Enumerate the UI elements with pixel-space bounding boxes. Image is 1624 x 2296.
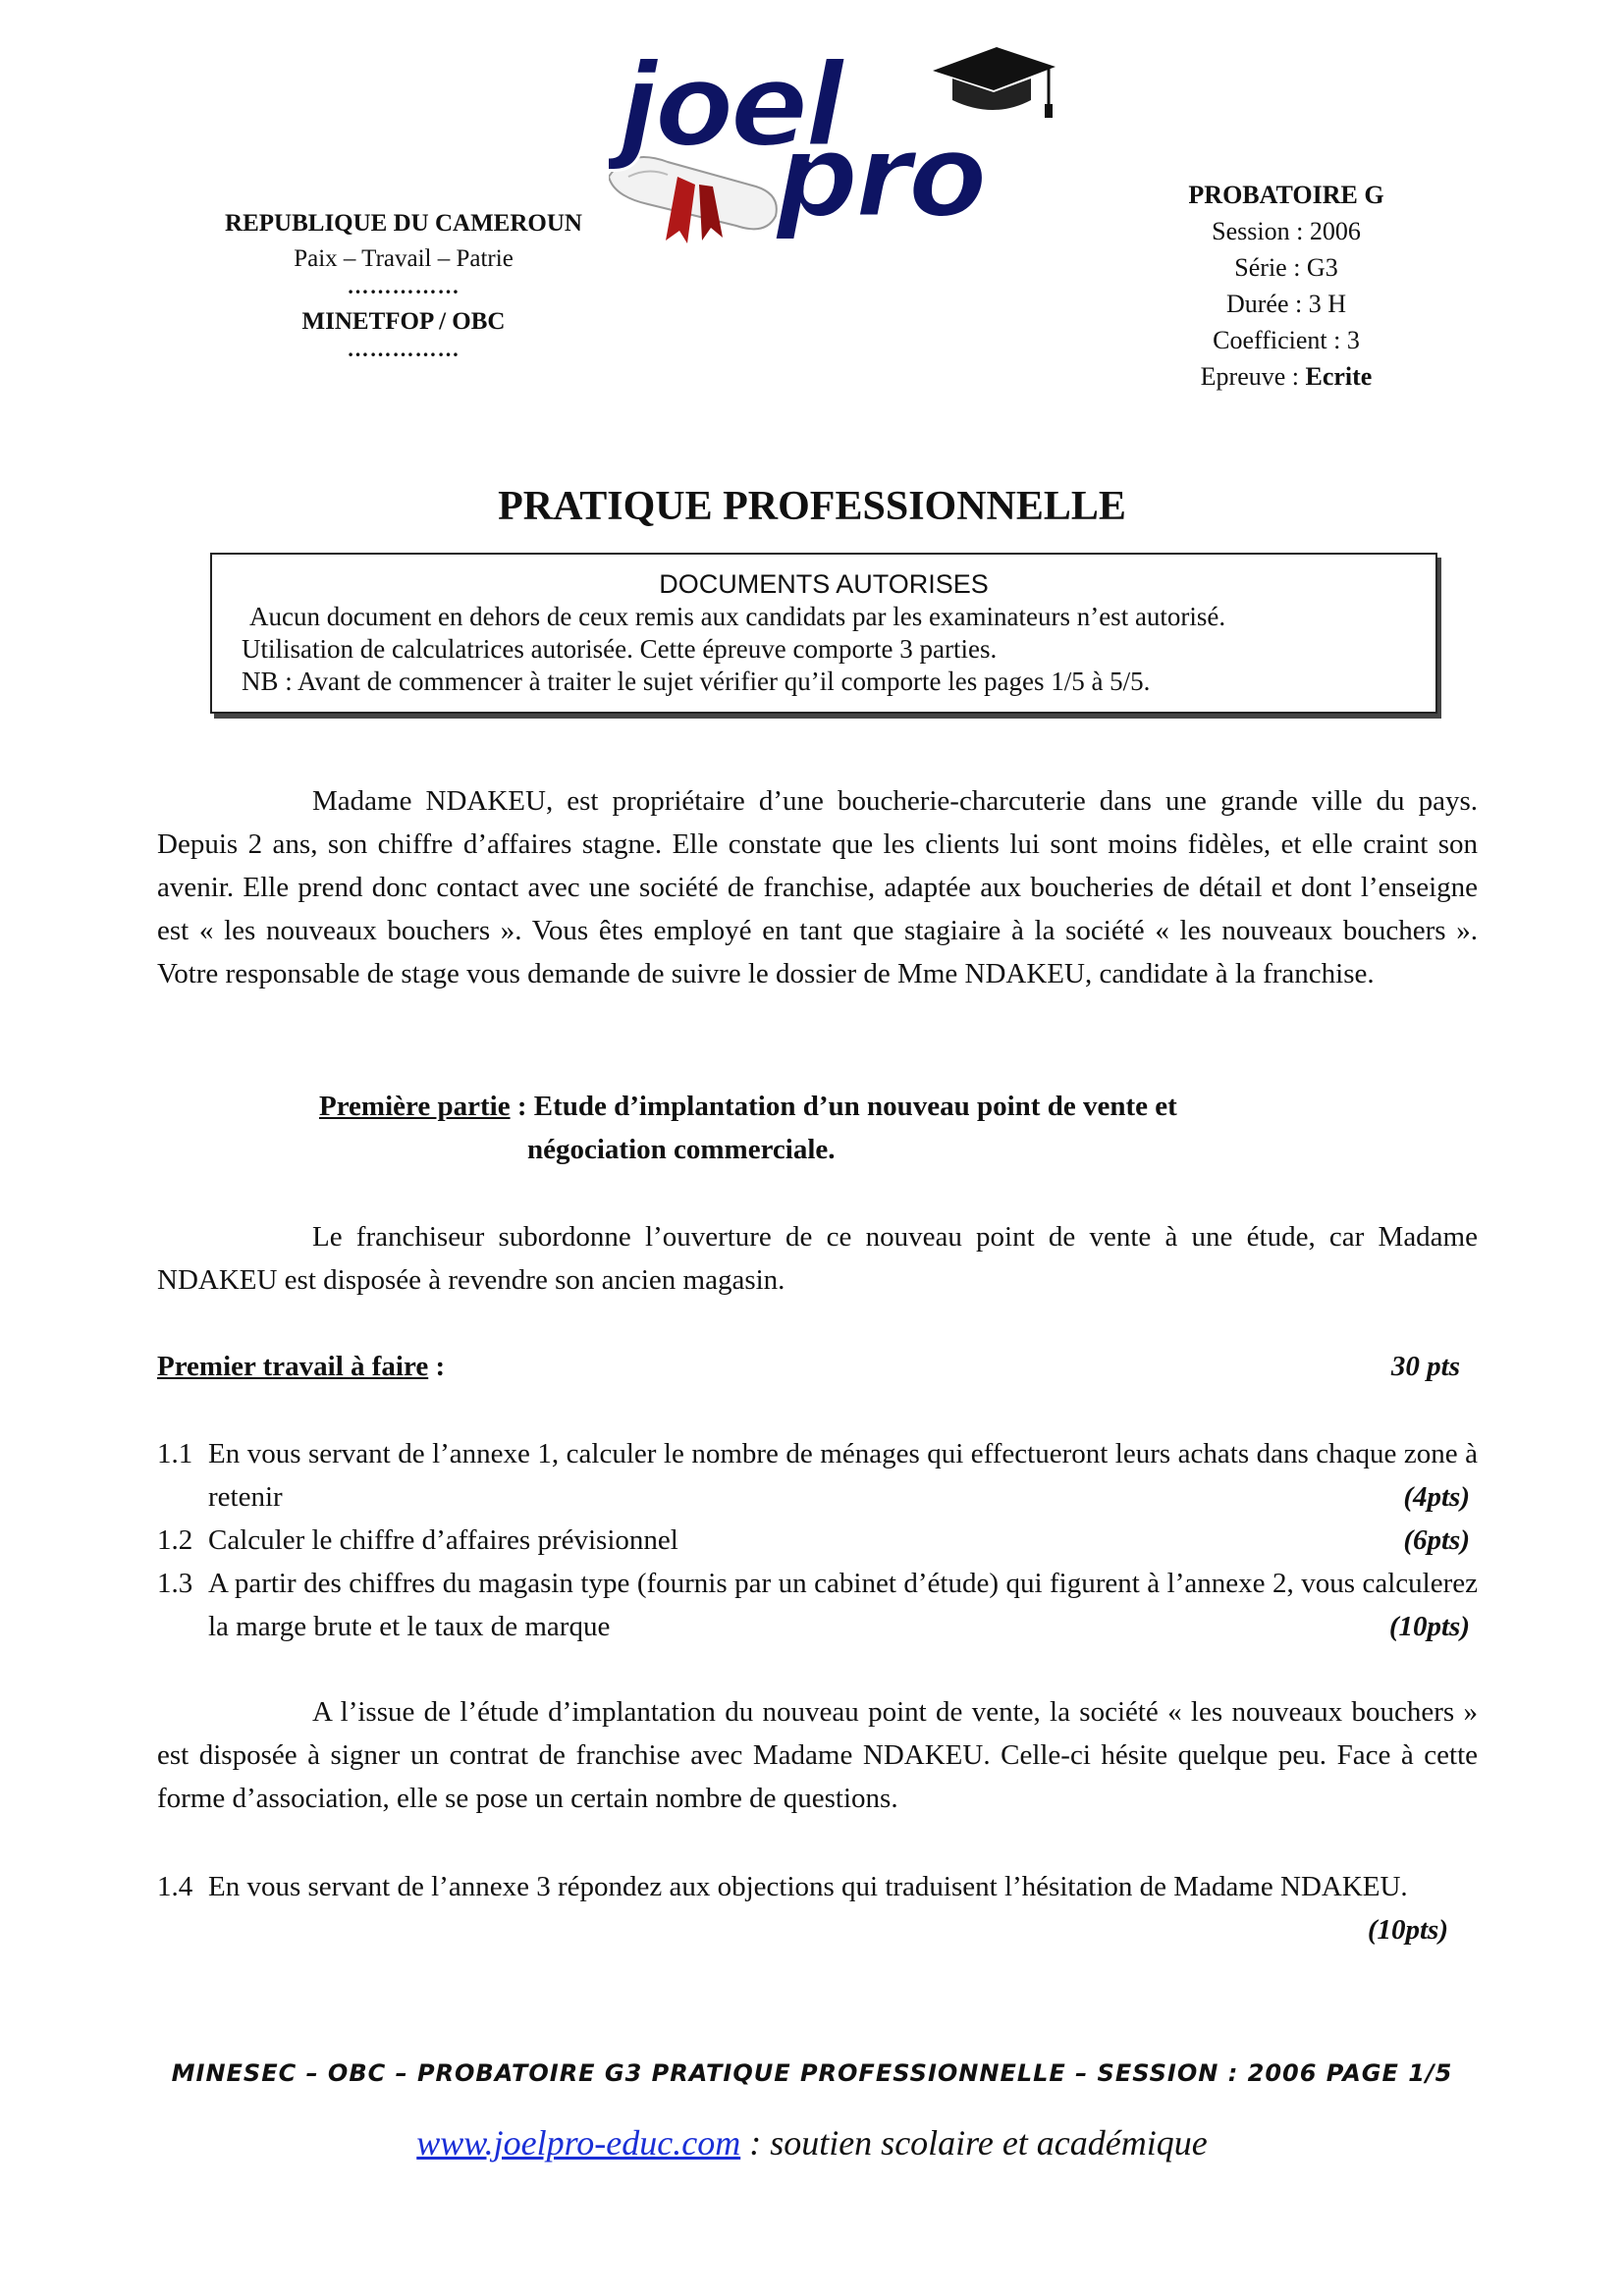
exam-name: PROBATOIRE G: [1188, 181, 1384, 209]
question-item: 1.4 En vous servant de l’annexe 3 répondez aux objections qui traduisent l’hésitation de Madame NDAKEU. (10pts): [157, 1865, 1478, 1951]
motto: Paix – Travail – Patrie: [294, 245, 514, 272]
serie: Série : G3: [1234, 253, 1338, 282]
part1-label: Première partie: [319, 1091, 511, 1122]
question-item: 1.3 A partir des chiffres du magasin type (fournis par un cabinet d’étude) qui figurent à l’annexe 2, vous calculerez la marge brute et le taux de marque (10pts): [157, 1562, 1478, 1648]
session: Session : 2006: [1212, 217, 1361, 245]
documents-box: [210, 553, 1437, 714]
header-left: [192, 206, 615, 359]
header-right: [1119, 177, 1453, 395]
task-label: Premier travail à faire: [157, 1351, 429, 1382]
logo-word-joel: joel: [619, 37, 840, 173]
page-footer: MINESEC – OBC – PROBATOIRE G3 PRATIQUE PROFESSIONNELLE – SESSION : 2006 PAGE 1/5: [171, 2059, 1453, 2087]
coefficient: Coefficient : 3: [1213, 326, 1360, 354]
question-points: (10pts): [1388, 1611, 1470, 1642]
documents-heading: DOCUMENTS AUTORISES: [659, 569, 989, 599]
page-title: PRATIQUE PROFESSIONNELLE: [498, 484, 1126, 529]
part1-title-line2: négociation commerciale.: [527, 1134, 836, 1165]
part1-title: Etude d’implantation d’un nouveau point de vente et: [533, 1091, 1177, 1122]
dots-separator: ……………: [347, 274, 460, 298]
dots-separator: ……………: [347, 337, 460, 361]
paragraph: Le franchiseur subordonne l’ouverture de ce nouveau point de vente à une étude, car Madame NDAKEU est disposée à revendre son ancien magasin.: [157, 1221, 1478, 1296]
question-item: 1.2 Calculer le chiffre d’affaires prévisionnel (6pts): [157, 1519, 1478, 1562]
question-points: (10pts): [1367, 1914, 1448, 1946]
logo-word-pro: pro: [776, 108, 984, 243]
documents-line: NB : Avant de commencer à traiter le sujet vérifier qu’il comporte les pages 1/5 à 5/5.: [242, 667, 1151, 696]
task-heading: Premier travail à faire : 30 pts: [157, 1345, 1478, 1388]
site-tagline: : soutien scolaire et académique: [740, 2123, 1208, 2163]
duree: Durée : 3 H: [1225, 290, 1346, 318]
site-link[interactable]: www.joelpro-educ.com: [416, 2123, 741, 2163]
part1-heading: Première partie : Etude d’implantation d’un nouveau point de vente et négociation commerciale.: [0, 1085, 1624, 1171]
ministry-name: MINETFOP / OBC: [301, 308, 506, 335]
question-item: 1.1 En vous servant de l’annexe 1, calculer le nombre de ménages qui effectueront leurs achats dans chaque zone à retenir (4pts): [157, 1432, 1478, 1519]
intro-paragraph: Madame NDAKEU, est propriétaire d’une boucherie-charcuterie dans une grande ville du pays. Depuis 2 ans, son chiffre d’affaires stagne. Elle constate que les clients lui sont moins fidèles, et elle craint son avenir. Elle prend donc contact avec une société de franchise, adaptée aux boucheries de détail et dont l’enseigne est « les nouveaux bouchers ». Vous êtes employé en tant que stagiaire à la société « les nouveaux bouchers ». Votre responsable de stage vous demande de suivre le dossier de Mme NDAKEU, candidate à la franchise.: [157, 785, 1478, 989]
country-name: REPUBLIQUE DU CAMEROUN: [225, 210, 582, 237]
paragraph: A l’issue de l’étude d’implantation du nouveau point de vente, la société « les nouveaux bouchers » est disposée à signer un contrat de franchise avec Madame NDAKEU. Celle-ci hésite quelque peu. Face à cette forme d’association, elle se pose un certain nombre de questions.: [157, 1696, 1478, 1814]
task-points: 30 pts: [1390, 1351, 1460, 1382]
epreuve: Epreuve : Ecrite: [1200, 362, 1373, 391]
question-points: (4pts): [1403, 1481, 1470, 1513]
question-points: (6pts): [1403, 1524, 1470, 1556]
documents-line: Utilisation de calculatrices autorisée. Cette épreuve comporte 3 parties.: [242, 634, 998, 664]
joelpro-logo: [609, 29, 1060, 255]
documents-line: Aucun document en dehors de ceux remis aux candidats par les examinateurs n’est autorisé.: [249, 602, 1226, 631]
site-footer: [0, 2122, 1624, 2163]
